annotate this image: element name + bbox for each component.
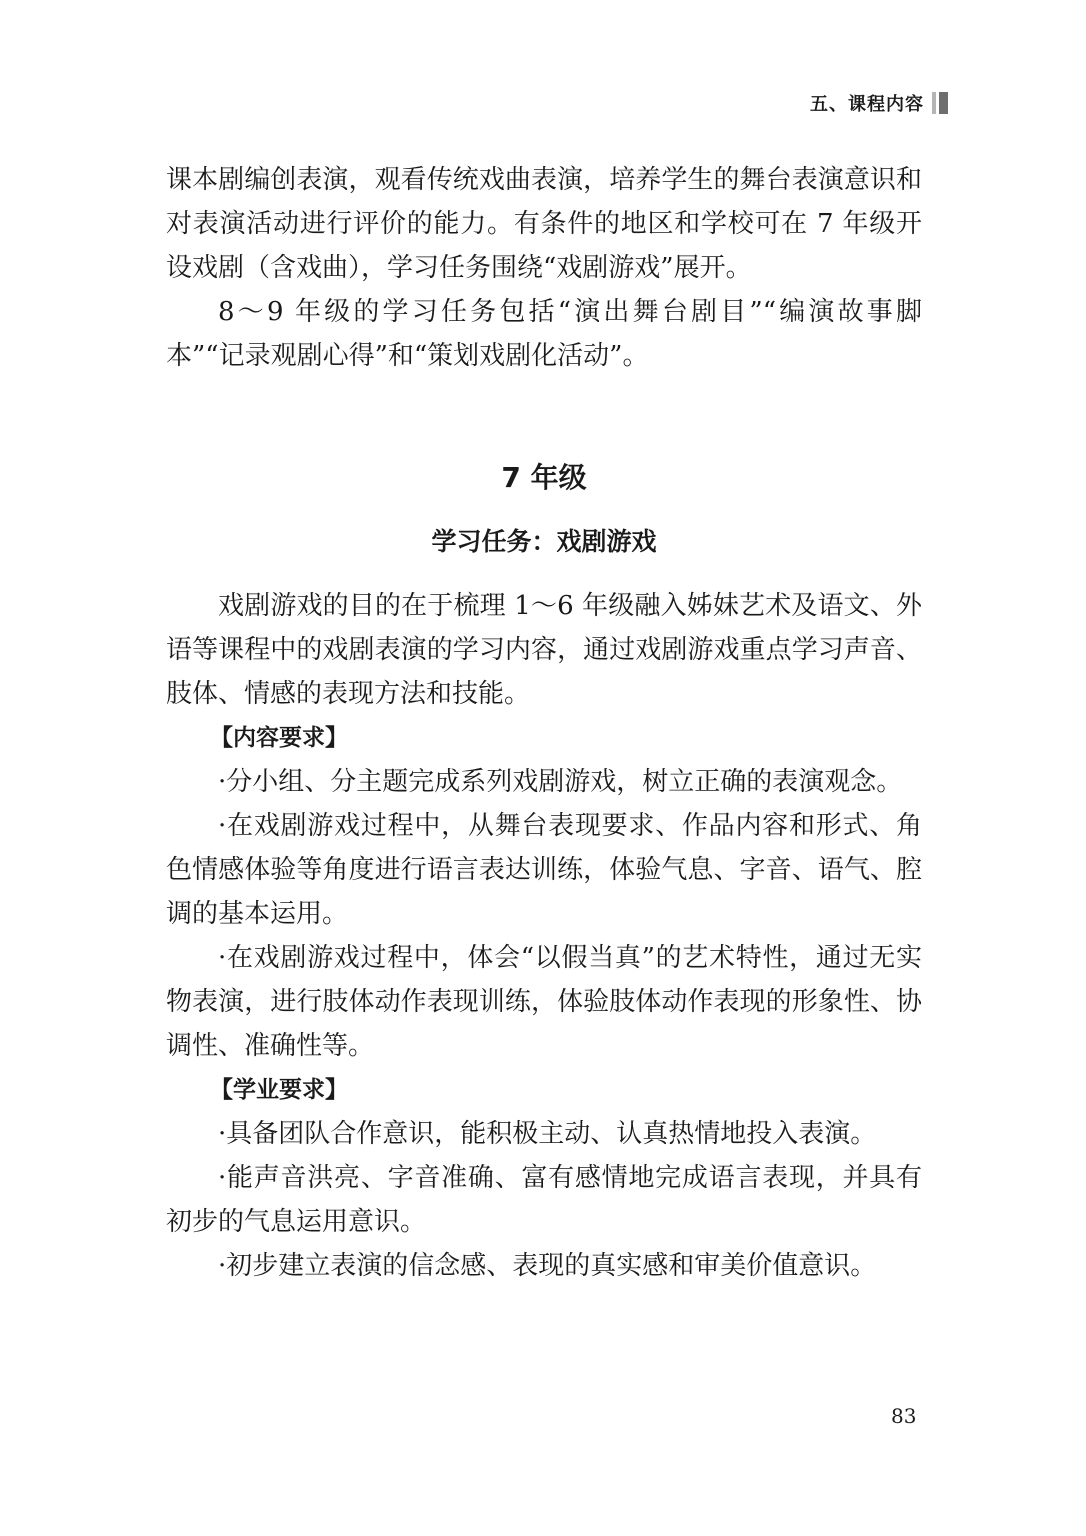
- academic-requirements-heading: 【学业要求】: [210, 1077, 348, 1103]
- academic-requirement-item: ·具备团队合作意识，能积极主动、认真热情地投入表演。: [218, 1119, 877, 1149]
- running-header-title: 五、课程内容: [810, 94, 924, 115]
- section-description: 戏剧游戏的目的在于梳理 1～6 年级融入姊妹艺术及语文、外语等课程中的戏剧表演的学习内容，通过戏剧游戏重点学习声音、肢体、情感的表现方法和技能。: [166, 591, 922, 709]
- content-requirement-item: ·分小组、分主题完成系列戏剧游戏，树立正确的表演观念。: [218, 767, 903, 797]
- intro-paragraph-1: 课本剧编创表演，观看传统戏曲表演，培养学生的舞台表演意识和对表演活动进行评价的能力。有条件的地区和学校可在 7 年级开设戏剧（含戏曲），学习任务围绕“戏剧游戏”展开。: [166, 165, 922, 283]
- content-requirement-item: ·在戏剧游戏过程中，从舞台表现要求、作品内容和形式、角色情感体验等角度进行语言表达训练，体验气息、字音、语气、腔调的基本运用。: [166, 811, 922, 929]
- task-title: 学习任务：戏剧游戏: [431, 527, 657, 556]
- content-requirements-heading: 【内容要求】: [210, 725, 348, 751]
- academic-requirement-item: ·初步建立表演的信念感、表现的真实感和审美价值意识。: [218, 1251, 877, 1281]
- content-requirement-item: ·在戏剧游戏过程中，体会“以假当真”的艺术特性，通过无实物表演，进行肢体动作表现训练，体验肢体动作表现的形象性、协调性、准确性等。: [166, 943, 922, 1061]
- running-header: [810, 90, 948, 116]
- header-bar-thick: [939, 92, 948, 114]
- header-bar-decoration: [932, 92, 948, 114]
- section-title: 7 年级: [501, 461, 587, 494]
- intro-paragraph-2: 8～9 年级的学习任务包括“演出舞台剧目”“编演故事脚本”“记录观剧心得”和“策划戏剧化活动”。: [166, 297, 922, 371]
- page-body: [166, 158, 922, 1288]
- academic-requirement-item: ·能声音洪亮、字音准确、富有感情地完成语言表现，并具有初步的气息运用意识。: [166, 1163, 922, 1237]
- page-number: 83: [891, 1404, 917, 1428]
- header-bar-thin: [932, 92, 936, 114]
